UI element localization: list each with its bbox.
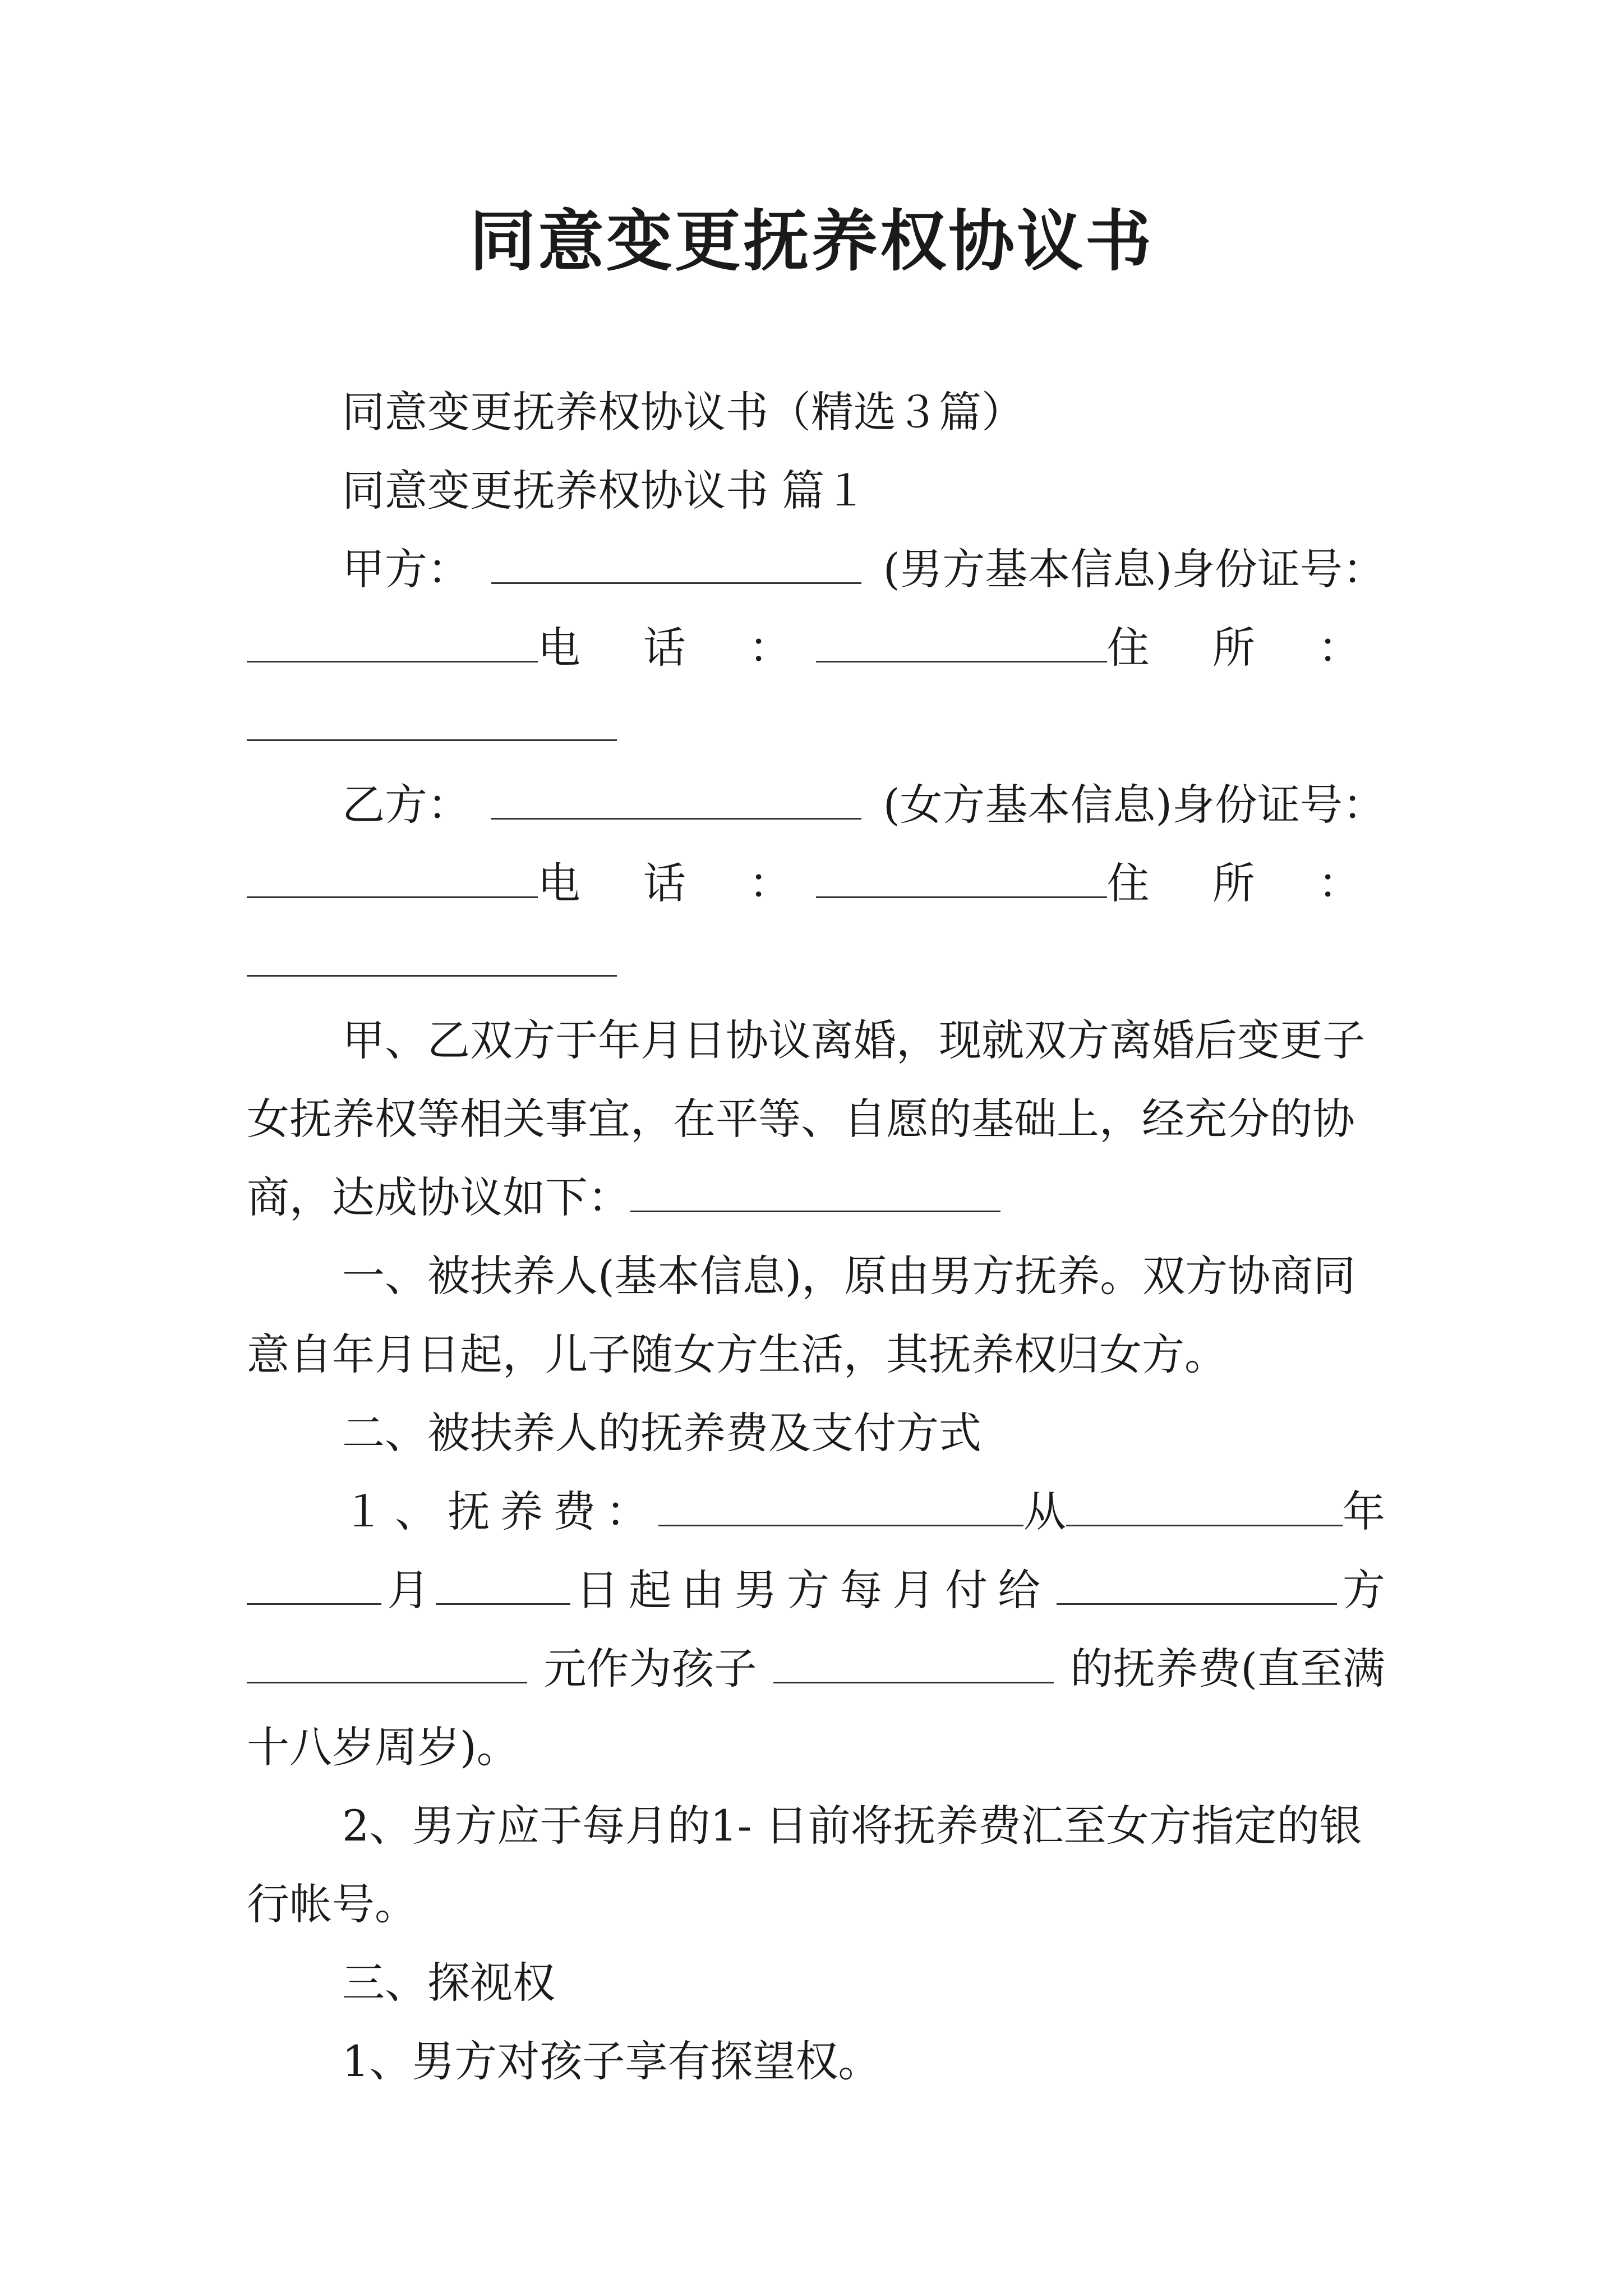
payment-line-1: 2、男方应于每月的1- 日前将抚养费汇至女方指定的银 — [342, 1801, 1362, 1851]
fee-line-3 — [247, 1638, 1385, 1700]
party-b-contact-line — [247, 853, 1385, 914]
party-a-address-label: 住 所 ： — [1106, 623, 1385, 673]
party-b-name-blank — [491, 779, 861, 820]
party-a-name-blank — [491, 543, 861, 584]
intro-line-3-text: 商，达成协议如下： — [247, 1172, 630, 1222]
party-a-address-blank — [247, 700, 617, 741]
intro-blank — [630, 1171, 1000, 1212]
section-title: 同意变更抚养权协议书 篇１ — [342, 466, 868, 516]
fee-fang: 方 — [1342, 1565, 1385, 1615]
party-a-line — [342, 539, 1385, 600]
clause-2-title: 二、被扶养人的抚养费及支付方式 — [342, 1408, 981, 1458]
fee-end: 的抚养费(直至满 — [1070, 1644, 1385, 1694]
party-b-id-blank — [247, 857, 538, 898]
visit-line-1: 1、男方对孩子享有探望权。 — [342, 2036, 881, 2086]
party-a-id-blank — [247, 622, 538, 662]
party-a-phone-blank — [816, 622, 1107, 662]
fee-line-4: 十八岁周岁)。 — [247, 1722, 519, 1772]
payment-line-2: 行帐号。 — [247, 1879, 417, 1929]
fee-month: 月 — [387, 1565, 430, 1615]
party-b-phone-label: 电 话 ： — [537, 858, 816, 908]
fee-payee-blank — [1057, 1564, 1337, 1605]
party-a-label: 甲方： — [342, 544, 470, 594]
fee-day-blank — [436, 1564, 570, 1605]
party-a-info: (男方基本信息)身份证号： — [883, 544, 1385, 594]
party-b-line — [342, 774, 1385, 836]
intro-line-3 — [247, 1167, 1385, 1228]
fee-yuan-blank — [247, 1642, 527, 1683]
party-b-address-blank — [247, 936, 617, 977]
clause-1-line-2: 意自年月日起，儿子随女方生活，其抚养权归女方。 — [247, 1329, 1227, 1379]
fee-month-blank — [247, 1564, 381, 1605]
party-a-contact-line — [247, 617, 1385, 679]
intro-line-1: 甲、乙双方于年月日协议离婚，现就双方离婚后变更子 — [342, 1015, 1365, 1065]
clause-3-title: 三、探视权 — [342, 1958, 555, 2008]
fee-day-text: 日起由男方每月付给 — [576, 1565, 1051, 1615]
fee-from: 从 — [1023, 1487, 1066, 1536]
document-title: 同意变更抚养权协议书 — [469, 203, 1154, 280]
fee-year: 年 — [1343, 1487, 1385, 1536]
fee-child-blank — [773, 1642, 1054, 1683]
fee-amount-blank — [658, 1485, 1023, 1526]
party-b-phone-blank — [816, 857, 1107, 898]
fee-line-1 — [342, 1481, 1385, 1543]
party-b-address-label: 住 所 ： — [1106, 858, 1385, 908]
fee-yuan: 元作为孩子 — [543, 1644, 757, 1694]
fee-label: １、抚养费： — [342, 1487, 658, 1536]
fee-year-blank — [1066, 1485, 1343, 1526]
party-b-label: 乙方： — [342, 780, 470, 830]
party-b-info: (女方基本信息)身份证号： — [883, 780, 1385, 830]
clause-1-line-1: 一、被扶养人(基本信息)，原由男方抚养。双方协商同 — [342, 1251, 1356, 1301]
party-a-phone-label: 电 话 ： — [537, 623, 816, 673]
document-subtitle: 同意变更抚养权协议书（精选３篇） — [342, 387, 1024, 437]
party-b-address-line — [247, 931, 1385, 993]
fee-line-2 — [247, 1559, 1385, 1621]
party-a-address-line — [247, 696, 1385, 757]
intro-line-2: 女抚养权等相关事宜，在平等、自愿的基础上，经充分的协 — [247, 1094, 1355, 1144]
